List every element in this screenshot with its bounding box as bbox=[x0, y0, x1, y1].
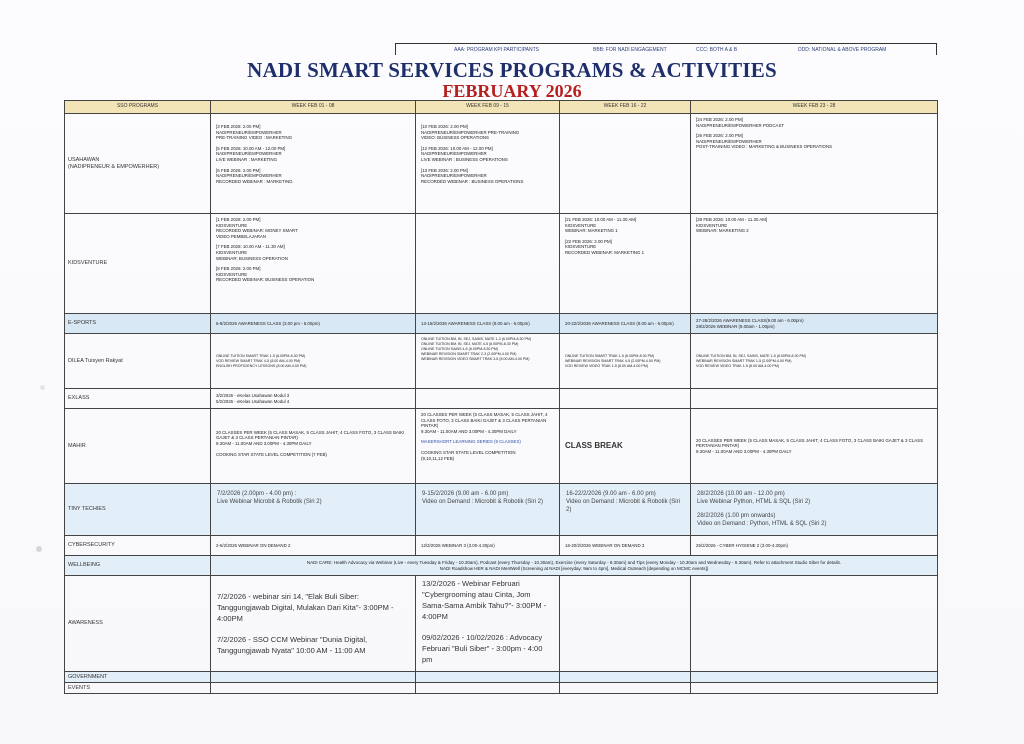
row-usahawan bbox=[65, 114, 938, 214]
header-week-1: WEEK FEB 01 - 08 bbox=[211, 101, 416, 114]
tiny-week-4 bbox=[691, 484, 938, 536]
row-esports bbox=[65, 314, 938, 334]
kidsventure-w1-item: [7 FEB 2026: 10.00 AM - 11.30 AM] KIDSVENTURE WEBINAR: BUSINESS OPERATION bbox=[216, 244, 288, 261]
program-events: EVENTS bbox=[65, 683, 211, 694]
row-dilea bbox=[65, 334, 938, 389]
esports-week-2: 13-15/2/2026 AWARENESS CLASS (9.00 am - 6.00pm) bbox=[416, 314, 560, 334]
usahawan-w4-item: [26 FEB 2026: 2.00 PM] NADIPRENEUR/EMPOWERHER POST-TRAINING VIDEO : MARKETING & BUSINESS OPERATIONS bbox=[696, 133, 833, 150]
usahawan-w1-item: [6 FEB 2026: 2.00 PM] NADIPRENEUR/EMPOWERHER RECORDED WEBINAR : MARKETING bbox=[216, 167, 293, 184]
mahir-w2-item: 20 CLASSES PER WEEK (5 CLASS MASAK, 5 CLASS JAHIT, 4 CLASS FOTO, 3 CLASS BAIKI GAJET & 3 CLASS PERTANIAN PINTAR) 9.30AM - 11.00AM AND 3.00PM - 4.30PM DAILY bbox=[421, 412, 548, 434]
header-week-3: WEEK FEB 16 - 22 bbox=[560, 101, 691, 114]
legend-bbb: BBB: FOR NADI ENGAGEMENT bbox=[593, 47, 667, 53]
mahir-week-3: CLASS BREAK bbox=[560, 409, 691, 484]
usahawan-week-4 bbox=[691, 114, 938, 214]
dilea-week-2: ONLINE TUITION BM, BI, SEJ, SAINS, MATE 1-3 (6.00PM-8.30 PM) ONLINE TUITION BM, BI, SEJ, MATE 4-5 (6.00PM-8.30 PM) ONLINE TUITION SAINS 4-5 (6.00PM-8.30 PM) WEBINAR REVISION SMART TRAK 2-3 (2.00PM-4.00 PM) WEBINAR REVISION VIDEO SMART TRAK 3-5 (8.00 AM-4.00 PM) bbox=[416, 334, 560, 389]
usahawan-w4-item: [24 FEB 2026: 2.00 PM] NADIPRENEUR/EMPOWERHER PODCAST bbox=[696, 117, 785, 128]
tiny-week-3: 16-22/2/2026 (9.00 am - 6.00 pm) Video on Demand : Microbit & Robotik (Siri 2) bbox=[560, 484, 691, 536]
awareness-w1-item: 7/2/2026 - SSO CCM Webinar "Dunia Digital, Tanggungjawab Nyata" 10:00 AM - 11:00 AM bbox=[217, 635, 368, 655]
government-week-1 bbox=[211, 672, 416, 683]
government-week-2 bbox=[416, 672, 560, 683]
awareness-week-4 bbox=[691, 576, 938, 672]
row-government bbox=[65, 672, 938, 683]
esports-week-1: 6-8/2/2026 AWARENESS CLASS (3.00 pm - 6.00pm) bbox=[211, 314, 416, 334]
header-week-4: WEEK FEB 23 - 28 bbox=[691, 101, 938, 114]
mahir-w1-item: 20 CLASSES PER WEEK (5 CLASS MASAK, 5 CLASS JAHIT, 4 CLASS FOTO, 3 CLASS BAIKI GAJET & 3 CLASS PERTANIAN PINTAR) 9.30AM - 11.00AM AND 3.00PM - 4.30PM DAILY bbox=[216, 429, 405, 446]
programs-table bbox=[64, 100, 938, 694]
awareness-w1-item: 7/2/2026 - webinar siri 14, "Elak Buli Siber: Tanggungjawab Digital, Mulakan Dari Kita"- 3:00PM - 4:00PM bbox=[217, 592, 394, 623]
tiny-w4-live: 28/2/2026 (10.00 am - 12.00 pm) Live Webinar Python, HTML & SQL (Siri 2) bbox=[697, 491, 811, 505]
program-esports: E-SPORTS bbox=[65, 314, 211, 334]
mahir-w2-item: COOKING STAR STATE LEVEL COMPETITION (9,10,11,12 FEB) bbox=[421, 449, 516, 461]
program-cybersecurity: CYBERSECURITY bbox=[65, 536, 211, 556]
header-sso-programs: SSO PROGRAMS bbox=[65, 101, 211, 114]
page-subtitle: FEBRUARY 2026 bbox=[442, 81, 582, 101]
scan-speck bbox=[40, 385, 45, 390]
row-cybersecurity bbox=[65, 536, 938, 556]
government-week-3 bbox=[560, 672, 691, 683]
usahawan-w2-item: [13 FEB 2026: 2.00 PM] NADIPRENEUR/EMPOWERHER RECORDED WEBINAR : BUSINESS OPERATIONS bbox=[421, 167, 524, 184]
mahir-week-4: 20 CLASSES PER WEEK (5 CLASS MASAK, 5 CLASS JAHIT, 4 CLASS FOTO, 3 CLASS BAIKI GAJET & 3 CLASS PERTANIAN PINTAR) 9.30AM - 11.00AM AND 3.00PM - 4.30PM DAILY bbox=[691, 409, 938, 484]
row-mahir bbox=[65, 409, 938, 484]
tiny-week-1: 7/2/2026 (2.00pm - 4.00 pm) : Live Webinar Microbit & Robotik (Siri 2) bbox=[211, 484, 416, 536]
events-week-4 bbox=[691, 683, 938, 694]
row-exlass bbox=[65, 389, 938, 409]
esports-week-3: 20-22/2/2026 AWARENESS CLASS (9.00 am - 6.00pm) bbox=[560, 314, 691, 334]
program-government: GOVERNMENT bbox=[65, 672, 211, 683]
kidsventure-week-3 bbox=[560, 214, 691, 314]
kidsventure-w1-item: [8 FEB 2026: 2.00 PM] KIDSVENTURE RECORDED WEBINAR: BUSINESS OPERATION bbox=[216, 266, 315, 283]
cyber-week-1: 2-6/2/2026 WEBINAR ON DEMAND 2 bbox=[211, 536, 416, 556]
kidsventure-w3-item: [21 FEB 2026: 10.00 AM - 11.30 AM] KIDSVENTURE WEBINAR: MARKETING 1 bbox=[565, 217, 637, 234]
row-awareness bbox=[65, 576, 938, 672]
header-week-2: WEEK FEB 09 - 15 bbox=[416, 101, 560, 114]
program-usahawan bbox=[65, 114, 211, 214]
legend-aaa: AAA: PROGRAM KPI PARTICIPANTS bbox=[454, 47, 540, 53]
usahawan-week-3 bbox=[560, 114, 691, 214]
row-events bbox=[65, 683, 938, 694]
header-row bbox=[65, 101, 938, 114]
kidsventure-w3-item: [22 FEB 2026: 2.00 PM] KIDSVENTURE RECORDED WEBINAR: MARKETING 1 bbox=[565, 238, 645, 255]
legend-ccc: CCC: BOTH A & B bbox=[696, 47, 738, 53]
cyber-week-4: 25/2/2026 - CYBER HYGIENE 2 (3.00-4.30pm) bbox=[691, 536, 938, 556]
usahawan-w1-item: [5 FEB 2026: 10.00 AM - 12.00 PM] NADIPRENEUR/EMPOWERHER LIVE WEBINAR : MARKETING bbox=[216, 145, 286, 162]
punch-hole-mark bbox=[36, 546, 42, 552]
program-dilea: DILEA Tuisyen Rakyat bbox=[65, 334, 211, 389]
tiny-w4-vod: 28/2/2026 (1.00 pm onwards) Video on Demand : Python, HTML & SQL (Siri 2) bbox=[697, 513, 827, 527]
kidsventure-w4-item: [28 FEB 2026: 10.00 AM - 11.30 AM] KIDSVENTURE WEBINAR: MARKETING 2 bbox=[696, 217, 768, 234]
awareness-week-1 bbox=[211, 576, 416, 672]
usahawan-week-2 bbox=[416, 114, 560, 214]
program-exlass: EXLASS bbox=[65, 389, 211, 409]
wellbeing-details: NADI CARE: Health Advocacy via Webinar (Live - every Tuesday & Friday - 10.30am), Podcast (every Thursday - 10.30am), Exercise (every Saturday - 9.30am) and Tips (every Monday - 10.30am and Wednesday - 9.30am). Refer to attachment Studio Siber for details. NADI Roadshow HER & NADI MentWell (Screening at NADI [everyday: 9am to 4pm], Medical Outreach [depending on MCMC events]) bbox=[211, 556, 938, 576]
usahawan-w2-item: [10 FEB 2026: 2.00 PM] NADIPRENEUR/EMPOWERHER PRE-TRAINING VIDEO: BUSINESS OPERATIONS bbox=[421, 124, 520, 141]
awareness-w2-item: 13/2/2026 - Webinar Februari "Cybergrooming atau Cinta, Jom Sama-Sama Ambik Tahu?"- 3:00PM - 4:00PM bbox=[422, 579, 547, 621]
dilea-week-3: ONLINE TUITION SMART TRAK 1-5 (6.00PM-8.30 PM) WEBINAR REVISION SMART TRAK 4-5 (2.00PM-4.00 PM) VOD REVIEW VIDEO TRAK 1-5 (8.00 AM-4.00 PM) bbox=[560, 334, 691, 389]
program-mahir: MAHIR bbox=[65, 409, 211, 484]
awareness-w2-item: 09/02/2026 - 10/02/2026 : Advocacy Februari "Buli Siber" - 3:00pm - 4:00 pm bbox=[422, 633, 543, 664]
page-title: NADI SMART SERVICES PROGRAMS & ACTIVITIES bbox=[247, 58, 777, 82]
events-week-2 bbox=[416, 683, 560, 694]
esports-week-4: 27-28/2/2026 AWARENESS CLASS(9.00 am - 6.00pm) 28/2/2026 WEBINAR (9.00am - 1.00pm) bbox=[691, 314, 938, 334]
mahir-week-2 bbox=[416, 409, 560, 484]
program-tiny-techies: TINY TECHIES bbox=[65, 484, 211, 536]
row-kidsventure bbox=[65, 214, 938, 314]
row-tiny-techies bbox=[65, 484, 938, 536]
kidsventure-week-4 bbox=[691, 214, 938, 314]
kidsventure-w1-item: [1 FEB 2026: 2.00 PM] KIDSVENTURE RECORDED WEBINAR: MONEY SMART VIDEO PEMBELAJARAN bbox=[216, 217, 298, 239]
government-week-4 bbox=[691, 672, 938, 683]
dilea-week-1: ONLINE TUITION SMART TRAK 1-5 (6.00PM-8.30 PM) VOD REVIEW SMART TRAK 4-5 (8.00 AM-4.00 PM) ENGLISH PROFICIENCY LESSONS (8.00 AM-4.00 PM) bbox=[211, 334, 416, 389]
exlass-week-1: 3/2/2026 - eKelas Usahawan Modul 3 5/2/2026 - eKelas Usahawan Modul 4 bbox=[211, 389, 416, 409]
exlass-week-4 bbox=[691, 389, 938, 409]
usahawan-w2-item: [12 FEB 2026: 10.00 AM - 12.00 PM] NADIPRENEUR/EMPOWERHER LIVE WEBINAR : BUSINESS OPERATIONS bbox=[421, 145, 508, 162]
mahir-week-1 bbox=[211, 409, 416, 484]
awareness-week-3 bbox=[560, 576, 691, 672]
kidsventure-week-1 bbox=[211, 214, 416, 314]
events-week-1 bbox=[211, 683, 416, 694]
program-usahawan-label: USAHAWAN (NADIPRENEUR & EMPOWERHER) bbox=[68, 156, 160, 170]
tiny-week-2: 9-15/2/2026 (9.00 am - 6.00 pm) Video on Demand : Microbit & Robotik (Siri 2) bbox=[416, 484, 560, 536]
program-wellbeing: WELLBEING bbox=[65, 556, 211, 576]
awareness-week-2 bbox=[416, 576, 560, 672]
cyber-week-2: 12/2/2026 WEBINAR 3 (3.00-4.30pm) bbox=[416, 536, 560, 556]
row-wellbeing bbox=[65, 556, 938, 576]
legend-ddd: DDD: NATIONAL & ABOVE PROGRAM bbox=[798, 47, 887, 53]
events-week-3 bbox=[560, 683, 691, 694]
exlass-week-3 bbox=[560, 389, 691, 409]
dilea-week-4: ONLINE TUITION BM, BI, SEJ, SAINS, MATE 1-5 (6.00PM-8.30 PM) WEBINAR REVISION SMART TRAK 1-5 (2.00PM-4.00 PM) VOD REVIEW VIDEO TRAK 1-5 (8.00 AM-4.00 PM) bbox=[691, 334, 938, 389]
kidsventure-week-2 bbox=[416, 214, 560, 314]
program-awareness: AWARENESS bbox=[65, 576, 211, 672]
usahawan-w1-item: [3 FEB 2026: 2.00 PM] NADIPRENEUR/EMPOWERHER PRE-TRAINING VIDEO : MARKETING bbox=[216, 124, 293, 141]
cyber-week-3: 16-20/2/2026 WEBINAR ON DEMAND 3 bbox=[560, 536, 691, 556]
exlass-week-2 bbox=[416, 389, 560, 409]
mahir-w1-item: COOKING STAR STATE LEVEL COMPETITION (7 FEB) bbox=[216, 451, 327, 457]
mahir-w2-item: MAKERSHORT LEARNING SERIES (9 CLASSES) bbox=[421, 439, 521, 445]
usahawan-week-1 bbox=[211, 114, 416, 214]
program-kidsventure: KIDSVENTURE bbox=[65, 214, 211, 314]
legend-bar bbox=[395, 43, 937, 55]
